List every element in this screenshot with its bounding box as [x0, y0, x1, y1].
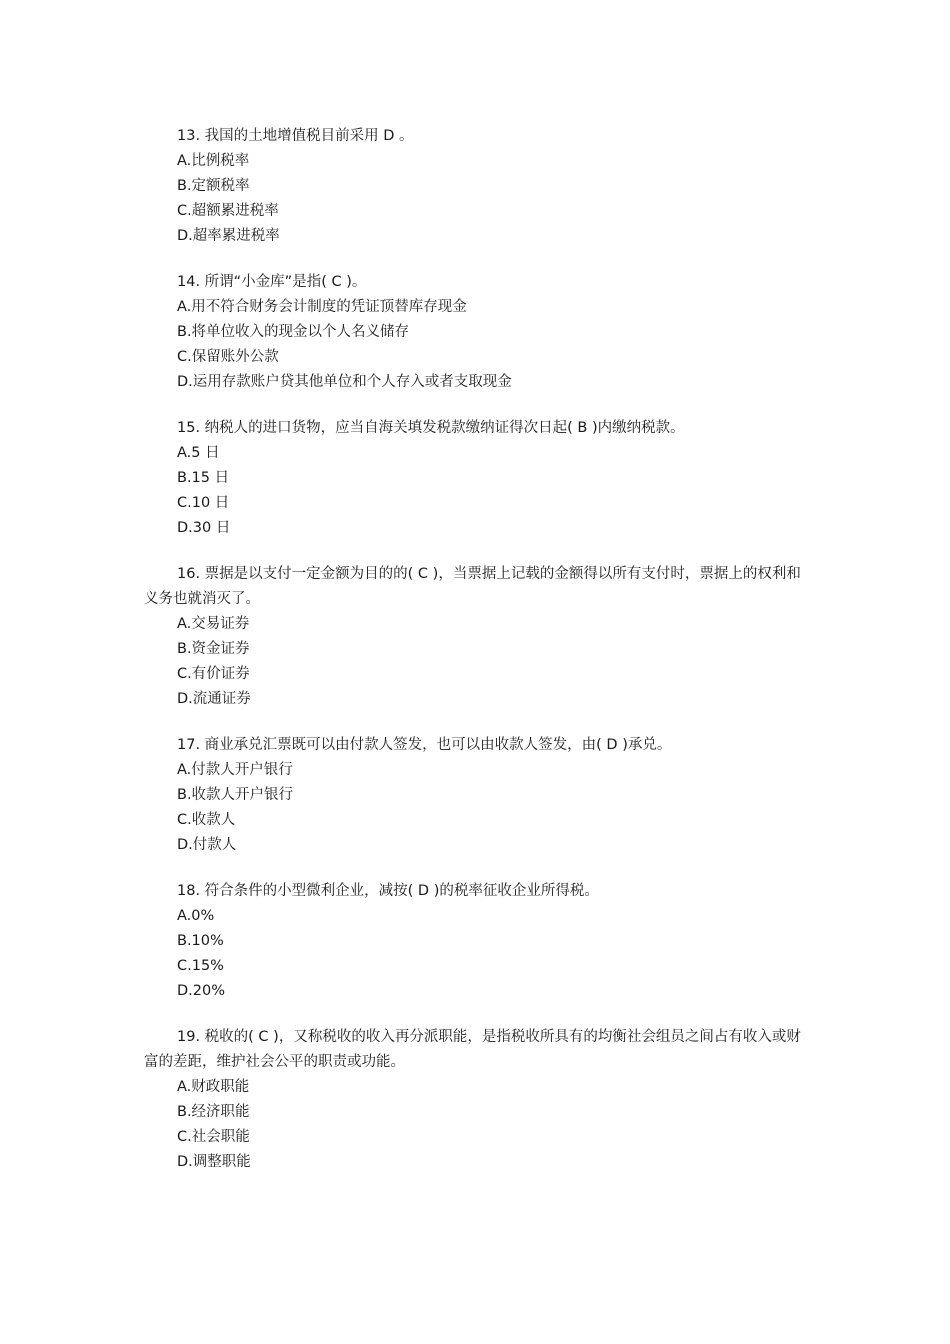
option-a: A.5 日 [177, 445, 220, 461]
question-13 [144, 124, 804, 249]
option-c: C.超额累进税率 [177, 203, 279, 219]
question-text: 17. 商业承兑汇票既可以由付款人签发，也可以由收款人签发，由( D )承兑。 [177, 737, 672, 753]
option-c: C.社会职能 [177, 1129, 250, 1145]
option-d: D.付款人 [177, 837, 237, 853]
option-a: A.用不符合财务会计制度的凭证顶替库存现金 [177, 299, 467, 315]
question-17 [144, 733, 804, 858]
option-a: A.交易证券 [177, 616, 250, 632]
question-text: 14. 所谓“小金库”是指( C )。 [177, 274, 367, 290]
option-list [144, 904, 804, 1004]
option-a: A.0% [177, 908, 215, 924]
question-14 [144, 270, 804, 395]
question-text: 18. 符合条件的小型微利企业，减按( D )的税率征收企业所得税。 [177, 883, 599, 899]
option-d: D.运用存款账户贷其他单位和个人存入或者支取现金 [177, 374, 512, 390]
question-16 [144, 562, 804, 712]
option-list [144, 295, 804, 395]
question-18 [144, 879, 804, 1004]
option-a: A.财政职能 [177, 1079, 250, 1095]
option-list [144, 758, 804, 858]
question-text: 15. 纳税人的进口货物，应当自海关填发税款缴纳证得次日起( B )内缴纳税款。 [177, 420, 685, 436]
option-b: B.15 日 [177, 470, 230, 486]
option-d: D.调整职能 [177, 1154, 251, 1170]
option-d: D.20% [177, 983, 226, 999]
option-d: D.超率累进税率 [177, 228, 280, 244]
option-a: A.比例税率 [177, 153, 250, 169]
option-b: B.经济职能 [177, 1104, 250, 1120]
option-c: C.收款人 [177, 812, 236, 828]
option-c: C.有价证券 [177, 666, 250, 682]
option-d: D.30 日 [177, 520, 231, 536]
option-b: B.定额税率 [177, 178, 250, 194]
option-a: A.付款人开户银行 [177, 762, 293, 778]
document-body [144, 124, 804, 1196]
option-c: C.保留账外公款 [177, 349, 279, 365]
question-text: 19. 税收的( C )，又称税收的收入再分派职能，是指税收所具有的均衡社会组员之间占有收入或财富的差距，维护社会公平的职责或功能。 [144, 1029, 801, 1070]
question-19 [144, 1025, 804, 1175]
question-text: 16. 票据是以支付一定金额为目的的( C )，当票据上记载的金额得以所有支付时，票据上的权利和义务也就消灭了。 [144, 566, 801, 607]
option-d: D.流通证券 [177, 691, 251, 707]
option-c: C.15% [177, 958, 224, 974]
option-b: B.资金证券 [177, 641, 250, 657]
option-b: B.收款人开户银行 [177, 787, 294, 803]
question-text: 13. 我国的土地增值税目前采用 D 。 [177, 128, 414, 144]
option-list [144, 149, 804, 249]
option-b: B.将单位收入的现金以个人名义储存 [177, 324, 410, 340]
option-b: B.10% [177, 933, 224, 949]
question-15 [144, 416, 804, 541]
option-c: C.10 日 [177, 495, 230, 511]
option-list [144, 1075, 804, 1175]
option-list [144, 441, 804, 541]
option-list [144, 612, 804, 712]
